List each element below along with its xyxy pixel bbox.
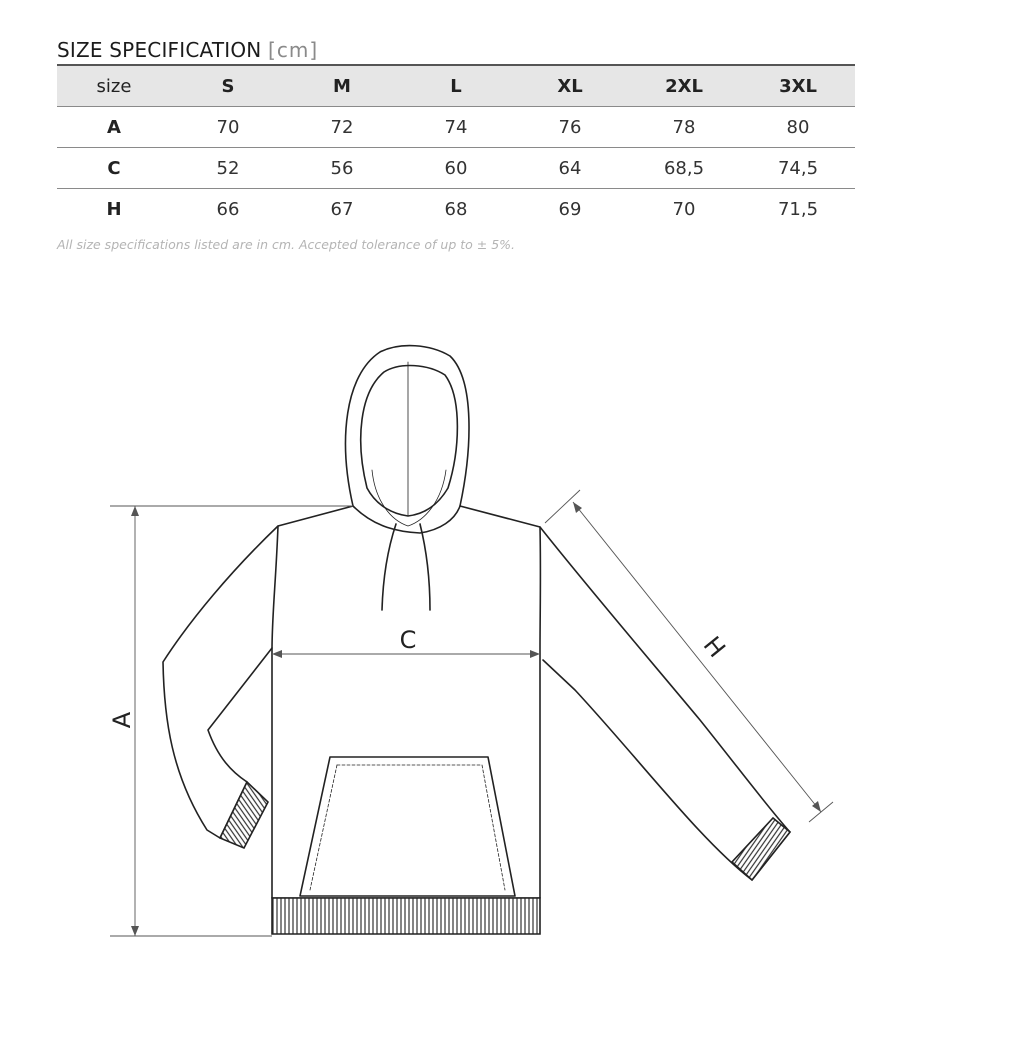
label-h: H	[697, 631, 731, 663]
column-header: L	[399, 66, 513, 107]
table-cell: 60	[399, 148, 513, 189]
column-header: M	[285, 66, 399, 107]
table-cell: 66	[216, 198, 240, 220]
label-c: C	[399, 626, 417, 654]
tolerance-note: All size specifications listed are in cm. Accepted tolerance of up to ± 5%.	[57, 237, 516, 252]
table-cell: 74	[399, 107, 513, 148]
left-cuff-rib	[220, 782, 268, 848]
title-text: SIZE SPECIFICATION	[57, 38, 262, 62]
drawstring-left	[382, 524, 396, 610]
measure-h-line	[573, 502, 821, 812]
column-header: 2XL	[627, 66, 741, 107]
table-cell: 70	[171, 107, 285, 148]
table-cell: 71,5	[777, 198, 819, 220]
drawstring-right	[420, 524, 430, 610]
table-cell: 56	[285, 148, 399, 189]
column-header: XL	[513, 66, 627, 107]
row-label: C	[57, 148, 171, 189]
table-cell: 52	[171, 148, 285, 189]
title-unit: [cm]	[268, 38, 319, 62]
table-cell: 72	[285, 107, 399, 148]
table-cell: 68	[444, 198, 468, 220]
label-a: A	[108, 711, 136, 729]
table-cell: 69	[558, 198, 582, 220]
right-sleeve	[460, 506, 790, 880]
column-header: 3XL	[741, 66, 855, 107]
row-label: H	[106, 198, 122, 220]
column-header: S	[171, 66, 285, 107]
table-cell: 68,5	[627, 148, 741, 189]
table-cell: 70	[672, 198, 696, 220]
waistband-rib	[272, 898, 540, 934]
table-cell: 80	[741, 107, 855, 148]
table-cell: 74,5	[741, 148, 855, 189]
kangaroo-pocket	[300, 757, 515, 896]
hood-outer	[346, 346, 469, 533]
table-cell: 78	[627, 107, 741, 148]
table-cell: 76	[513, 107, 627, 148]
column-header: size	[57, 66, 171, 107]
table-cell: 64	[513, 148, 627, 189]
row-label: A	[57, 107, 171, 148]
table-cell: 67	[330, 198, 354, 220]
hood-opening	[361, 366, 458, 516]
left-sleeve	[163, 506, 353, 838]
right-cuff-rib	[732, 818, 790, 880]
